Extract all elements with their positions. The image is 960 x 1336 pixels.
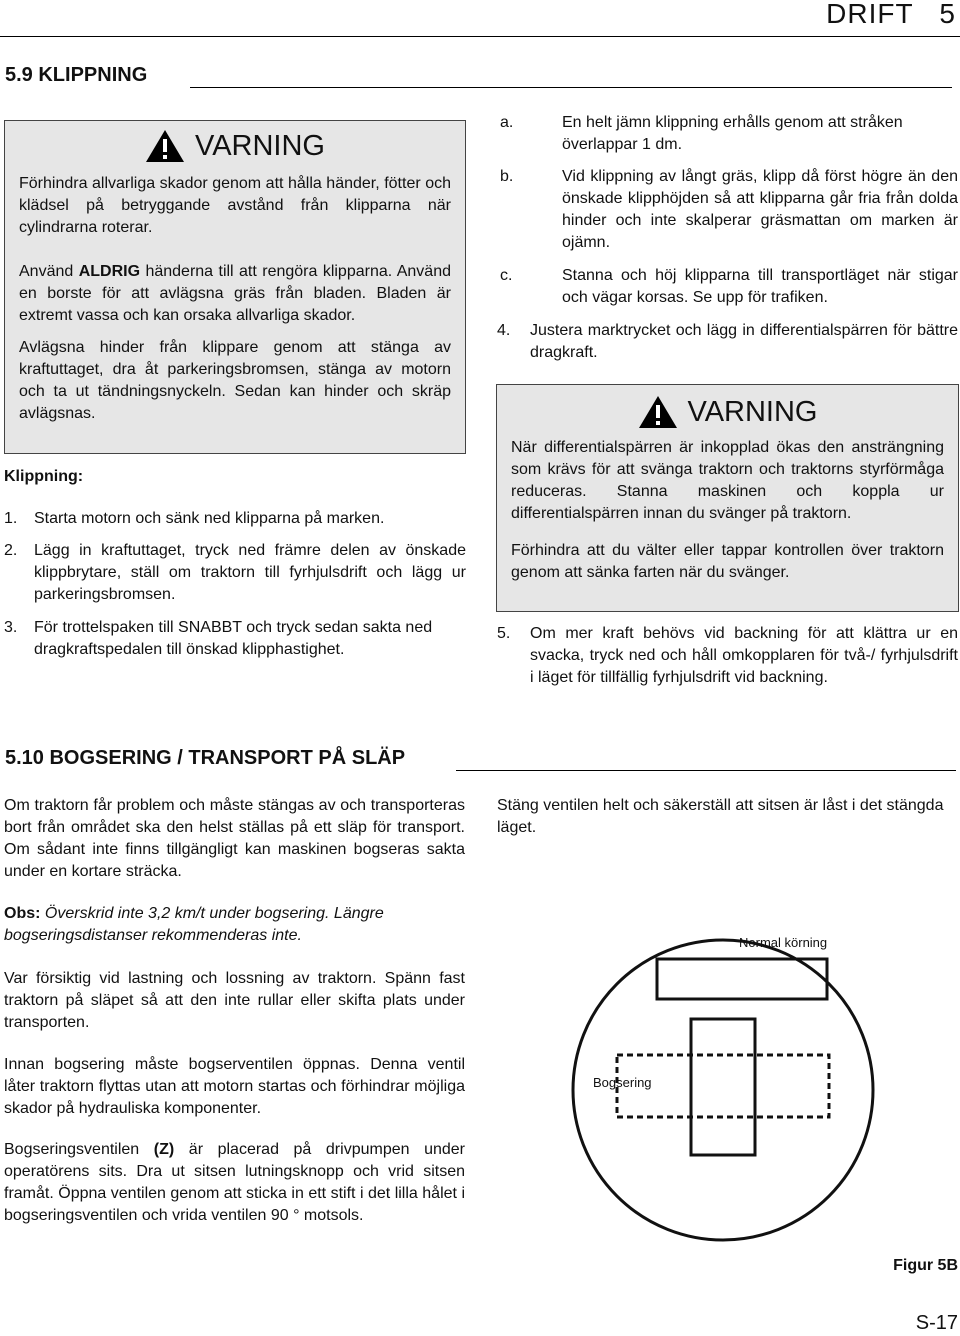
warning-title-text: VARNING bbox=[687, 395, 818, 428]
warning1-paragraph-3: Avlägsna hinder från klippare genom att stänga av kraftuttaget, dra åt parkeringsbromsen, stänga av motorn och ta ut tändningsnyckeln. Sedan kan hinder och skräp avlägsnas. bbox=[19, 339, 451, 422]
list-item: 2. Lägg in kraftuttaget, tryck ned främre delen av önskade klippbrytare, ställ om traktorn till fyrhjulsdrift och lägg ur parkeringsbromsen. bbox=[4, 542, 466, 603]
list-item: b. Vid klippning av långt gräs, klipp då först högre än den önskade klipphöjden så att klipparna går fria från dolda hinder och inte skalperar gräsmattan om marken är ojämn. bbox=[500, 168, 958, 251]
warning-triangle-icon bbox=[145, 129, 185, 163]
towing-paragraph-3: Var försiktig vid lastning och lossning av traktorn. Spänn fast traktorn på släpet så att den inte rullar eller skifta plats under transporten. bbox=[4, 970, 465, 1031]
warning-box-1 bbox=[4, 120, 466, 454]
warning1-paragraph-1: Förhindra allvarliga skador genom att hålla händer, fötter och klädsel på betryggande avstånd från klipparna när cylindrarna roterar. bbox=[19, 175, 451, 236]
page-header bbox=[0, 0, 960, 37]
page-number: S-17 bbox=[915, 1312, 958, 1334]
warning-triangle-icon bbox=[638, 395, 678, 429]
section-title-5-10: 5.10 BOGSERING / TRANSPORT PÅ SLÄP bbox=[5, 747, 406, 769]
towing-paragraph-4: Innan bogsering måste bogserventilen öppnas. Denna ventil låter traktorn flyttas utan att motorn startas och förhindrar möjliga skador på hydrauliska komponenter. bbox=[4, 1056, 465, 1117]
list-item: 4. Justera marktrycket och lägg in differentialspärren för bättre dragkraft. bbox=[497, 322, 958, 361]
list-item: 3. För trottelspaken till SNABBT och tryck sedan sakta ned dragkraftspedalen till önskad klipphastighet. bbox=[4, 619, 433, 658]
header-title: DRIFT 5 bbox=[826, 0, 956, 29]
warning1-paragraph-2: Använd ALDRIG händerna till att rengöra klipparna. Använd en borste för att avlägsna gräs från bladen. Bladen är extremt vassa och kan orsaka allvarliga skador. bbox=[19, 263, 452, 324]
towing-paragraph-1: Om traktorn får problem och måste stängas av och transporteras bort från området ska den helst ställas på ett släp för transport. Om sådant inte finns tillgängligt kan maskinen bogseras sakta under en kortare sträcka. bbox=[4, 797, 465, 880]
list-item: a. En helt jämn klippning erhålls genom att stråken överlappar 1 dm. bbox=[500, 114, 903, 153]
warning2-paragraph-1: När differentialspärren är inkopplad ökas den ansträngning som krävs för att svänga traktorn och traktorns styrförmåga reduceras. Stanna maskinen och koppla ur differentialspärren innan du svänger på traktorn. bbox=[511, 439, 944, 522]
list-item: 5. Om mer kraft behövs vid backning för att klättra ur en svacka, tryck ned och håll omkopplaren för två-/ fyrhjulsdrift i läget för tillfällig fyrhjulsdrift vid backning. bbox=[497, 625, 958, 686]
warning-box-2 bbox=[496, 384, 959, 612]
label-bogsering: Bogsering bbox=[593, 1075, 652, 1090]
section-title-5-9: 5.9 KLIPPNING bbox=[5, 64, 148, 86]
valve-diagram bbox=[497, 905, 959, 1243]
warning-title-1 bbox=[19, 129, 451, 163]
warning2-paragraph-2: Förhindra att du välter eller tappar kontrollen över traktorn genom att sänka farten när du svänger. bbox=[511, 542, 944, 581]
klippning-heading: Klippning: bbox=[4, 468, 84, 485]
towing-paragraph-5: Bogseringsventilen (Z) är placerad på drivpumpen under operatörens sits. Dra ut sitsen lutningsknopp och vrid sitsen framåt. Öppna ventilen genom att sticka in ett stift i det lilla hålet i bogseringsventilen och vrida ventilen 90 ° motsols. bbox=[4, 1141, 466, 1224]
section-rule bbox=[190, 87, 952, 88]
section-rule bbox=[456, 770, 956, 771]
warning-title-text: VARNING bbox=[195, 129, 325, 162]
list-item: c. Stanna och höj klipparna till transportläget när stigar och vägar korsas. Se upp för trafiken. bbox=[500, 267, 958, 306]
warning-title-2 bbox=[511, 395, 944, 429]
figure-caption: Figur 5B bbox=[893, 1257, 958, 1274]
label-normal-korning: Normal körning bbox=[739, 935, 828, 950]
list-item: 1. Starta motorn och sänk ned klipparna på marken. bbox=[4, 510, 385, 527]
towing-obs-note: Obs: Överskrid inte 3,2 km/t under bogsering. Längre bogseringsdistanser rekommenderas inte. bbox=[4, 905, 384, 944]
towing-right-paragraph: Stäng ventilen helt och säkerställ att sitsen är låst i det stängda läget. bbox=[497, 797, 944, 836]
